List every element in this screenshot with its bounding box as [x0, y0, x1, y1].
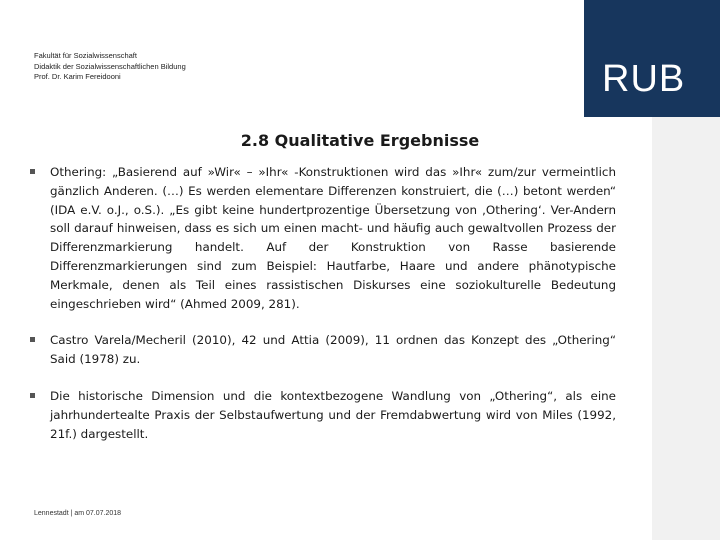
slide-title: 2.8 Qualitative Ergebnisse — [240, 131, 480, 150]
bullet-list — [30, 163, 616, 443]
bullet-text: Othering: „Basierend auf »Wir« – »Ihr« -Konstruktionen wird das »Ihr« zum/zur vermeintlich gänzlich Anderen. (…) Es werden elementare Differenzen konstruiert, die (…) betont werden“ (IDA e.V. o.J., o.S.). „Es gibt keine hundertprozentige Übersetzung von ‚Othering‘. Ver-Andern soll darauf hinweisen, dass es sich um einen macht- und häufig auch gewaltvollen Prozess der Differenzmarkierung handelt. Auf der Konstruktion von Rasse basierende Differenzmarkierungen sind zum Beispiel: Hautfarbe, Haare und andere phänotypische Merkmale, denen als Teil eines rassistischen Diskurses eine soziokulturelle Bedeutung eingeschrieben wird“ (Ahmed 2009, 281). — [50, 165, 616, 311]
faculty-name: Fakultät für Sozialwissenschaft — [34, 51, 137, 60]
professor-name: Prof. Dr. Karim Fereidooni — [34, 72, 121, 81]
rub-logo-text: RUB — [602, 58, 686, 100]
square-bullet-icon — [30, 393, 35, 398]
department-name: Didaktik der Sozialwissenschaftlichen Bildung — [34, 61, 186, 71]
bullet-text: Castro Varela/Mecheril (2010), 42 und Attia (2009), 11 ordnen das Konzept des „Othering“ Said (1978) zu. — [50, 333, 616, 367]
bullet-item — [30, 387, 616, 443]
bullet-item — [30, 163, 616, 313]
square-bullet-icon — [30, 169, 35, 174]
slide-footer: Lennestadt | am 07.07.2018 — [34, 510, 122, 517]
bullet-text: Die historische Dimension und die kontextbezogene Wandlung von „Othering“, als eine jahrhundertealte Praxis der Selbstaufwertung und der Fremdabwertung wird von Miles (1992, 21f.) dargestellt. — [50, 388, 616, 441]
square-bullet-icon — [30, 337, 35, 342]
slide-header — [34, 51, 186, 83]
bullet-item — [30, 331, 616, 369]
